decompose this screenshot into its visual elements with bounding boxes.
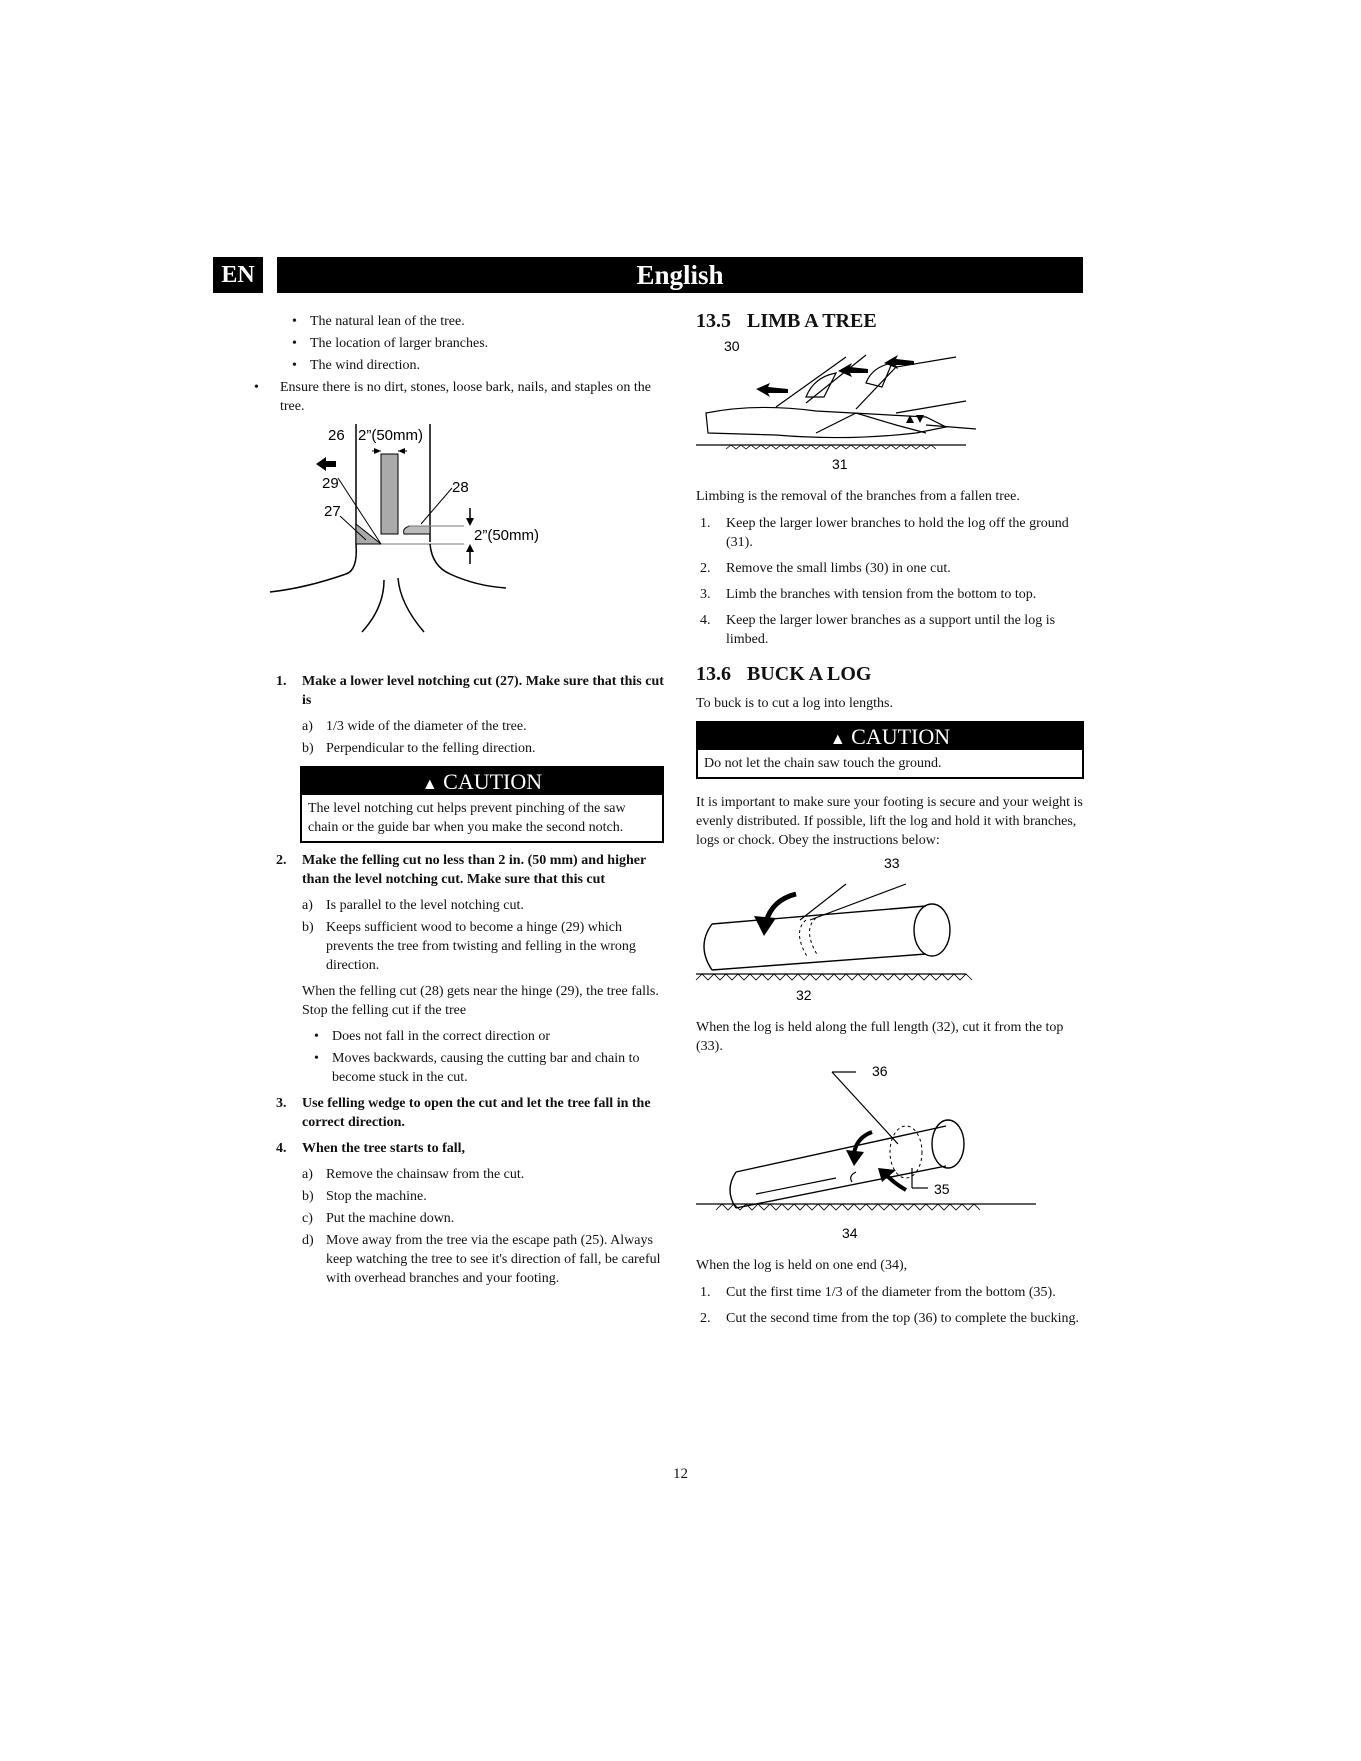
step-number: 4. xyxy=(276,1141,287,1156)
step-number: 1. xyxy=(276,674,287,689)
step-text: Cut the second time from the top (36) to complete the bucking. xyxy=(726,1311,1080,1326)
caution-header xyxy=(302,768,662,795)
substep-letter: a) xyxy=(302,1167,313,1182)
substep xyxy=(272,1209,668,1228)
limbing-diagram xyxy=(696,337,986,477)
figure-label: 35 xyxy=(934,1181,950,1197)
dimension-label: 2”(50mm) xyxy=(474,527,540,544)
section-heading-limb xyxy=(696,312,1086,331)
left-column xyxy=(272,312,668,1291)
warning-icon: ▲ xyxy=(421,776,438,793)
substep xyxy=(272,1231,668,1288)
step xyxy=(696,585,1086,604)
page-number: 12 xyxy=(673,1466,688,1482)
caution-title: CAUTION xyxy=(851,724,951,749)
step-text: Make a lower level notching cut (27). Make sure that this cut is xyxy=(302,674,664,708)
figure-label: 32 xyxy=(796,987,812,1003)
step xyxy=(696,1309,1086,1328)
step-number: 3. xyxy=(276,1096,287,1111)
substep-letter: b) xyxy=(302,920,314,935)
caution-text: The level notching cut helps prevent pinching of the saw chain or the guide bar when you make the second notch. xyxy=(308,801,626,835)
paragraph: When the felling cut (28) gets near the hinge (29), the tree falls. Stop the felling cut if the tree xyxy=(302,984,659,1018)
step xyxy=(696,514,1086,552)
list-item: • The natural lean of the tree. xyxy=(280,312,668,331)
substep-letter: b) xyxy=(302,1189,314,1204)
figure-label: 28 xyxy=(452,479,469,496)
bucking-supported-log-diagram xyxy=(696,854,986,1004)
figure-label: 30 xyxy=(724,338,740,354)
caution-box xyxy=(300,766,664,843)
substep-text: 1/3 wide of the diameter of the tree. xyxy=(326,719,527,734)
step-text: When the tree starts to fall, xyxy=(302,1141,466,1156)
list-item: • The wind direction. xyxy=(280,356,668,375)
substep-text: Remove the chainsaw from the cut. xyxy=(326,1167,525,1182)
list-item: • The location of larger branches. xyxy=(280,334,668,353)
caution-box xyxy=(696,721,1084,779)
section-number: 13.5 xyxy=(696,310,731,332)
step-4 xyxy=(272,1139,668,1158)
substep-letter: b) xyxy=(302,741,314,756)
language-code-tag: EN xyxy=(213,257,263,293)
substep xyxy=(272,896,668,915)
substep-text: Keeps sufficient wood to become a hinge (29) which prevents the tree from twisting and felling in the wrong direction. xyxy=(326,920,636,973)
step-text: Keep the larger lower branches to hold the log off the ground (31). xyxy=(726,516,1069,550)
paragraph: When the log is held on one end (34), xyxy=(696,1258,908,1273)
notch-cut-diagram xyxy=(266,422,540,662)
step-number: 2. xyxy=(700,1311,711,1326)
substep-letter: d) xyxy=(302,1233,314,1248)
step-number: 1. xyxy=(700,516,711,531)
step-number: 2. xyxy=(276,853,287,868)
list-item: • Ensure there is no dirt, stones, loose bark, nails, and staples on the tree. xyxy=(250,378,668,416)
step xyxy=(696,611,1086,649)
caution-text: Do not let the chain saw touch the ground. xyxy=(704,756,942,771)
step-number: 4. xyxy=(700,613,711,628)
substep xyxy=(272,717,668,736)
step-text: Limb the branches with tension from the bottom to top. xyxy=(726,587,1037,602)
paragraph: Limbing is the removal of the branches from a fallen tree. xyxy=(696,489,1020,504)
figure-label: 34 xyxy=(842,1225,858,1241)
warning-icon: ▲ xyxy=(829,731,846,748)
step xyxy=(696,559,1086,578)
paragraph: To buck is to cut a log into lengths. xyxy=(696,696,893,711)
substep-text: Perpendicular to the felling direction. xyxy=(326,741,536,756)
bucking-end-supported-log-diagram xyxy=(696,1060,1026,1250)
substep xyxy=(272,1165,668,1184)
step-1 xyxy=(272,672,668,710)
paragraph: It is important to make sure your footing is secure and your weight is evenly distributed. If possible, lift the log and hold it with branches, logs or chock. Obey the instructions below: xyxy=(696,795,1083,848)
substep-text: Is parallel to the level notching cut. xyxy=(326,898,524,913)
list-item: • Moves backwards, causing the cutting bar and chain to become stuck in the cut. xyxy=(302,1049,668,1087)
step-2 xyxy=(272,851,668,889)
substep xyxy=(272,1187,668,1206)
step-text: Remove the small limbs (30) in one cut. xyxy=(726,561,951,576)
step-number: 1. xyxy=(700,1285,711,1300)
dimension-label: 2”(50mm) xyxy=(358,427,424,444)
step-3 xyxy=(272,1094,668,1132)
figure-label: 27 xyxy=(324,503,341,520)
figure-label: 36 xyxy=(872,1063,888,1079)
right-column xyxy=(696,312,1086,1335)
substep-text: Move away from the tree via the escape path (25). Always keep watching the tree to see it's direction of fall, be careful with overhead branches and your footing. xyxy=(326,1233,661,1286)
substep-text: Stop the machine. xyxy=(326,1189,427,1204)
section-title: BUCK A LOG xyxy=(747,663,872,685)
step-number: 3. xyxy=(700,587,711,602)
substep-letter: c) xyxy=(302,1211,313,1226)
step-text: Keep the larger lower branches as a support until the log is limbed. xyxy=(726,613,1056,647)
substep xyxy=(272,918,668,975)
paragraph: When the log is held along the full length (32), cut it from the top (33). xyxy=(696,1020,1064,1054)
caution-header xyxy=(698,723,1082,750)
section-number: 13.6 xyxy=(696,663,731,685)
language-header-bar: English xyxy=(277,257,1083,293)
step-text: Make the felling cut no less than 2 in. (50 mm) and higher than the level notching cut. Make sure that this cut xyxy=(302,853,646,887)
substep xyxy=(272,739,668,758)
figure-label: 33 xyxy=(884,855,900,871)
step-text: Cut the first time 1/3 of the diameter from the bottom (35). xyxy=(726,1285,1056,1300)
section-title: LIMB A TREE xyxy=(747,310,877,332)
step xyxy=(696,1283,1086,1302)
substep-letter: a) xyxy=(302,898,313,913)
figure-label: 29 xyxy=(322,475,339,492)
substep-letter: a) xyxy=(302,719,313,734)
step-text: Use felling wedge to open the cut and let the tree fall in the correct direction. xyxy=(302,1096,651,1130)
substep-text: Put the machine down. xyxy=(326,1211,455,1226)
step-number: 2. xyxy=(700,561,711,576)
figure-label: 31 xyxy=(832,456,848,472)
section-heading-buck xyxy=(696,665,1086,684)
list-item: • Does not fall in the correct direction or xyxy=(302,1027,668,1046)
figure-label: 26 xyxy=(328,427,345,444)
caution-title: CAUTION xyxy=(443,769,543,794)
